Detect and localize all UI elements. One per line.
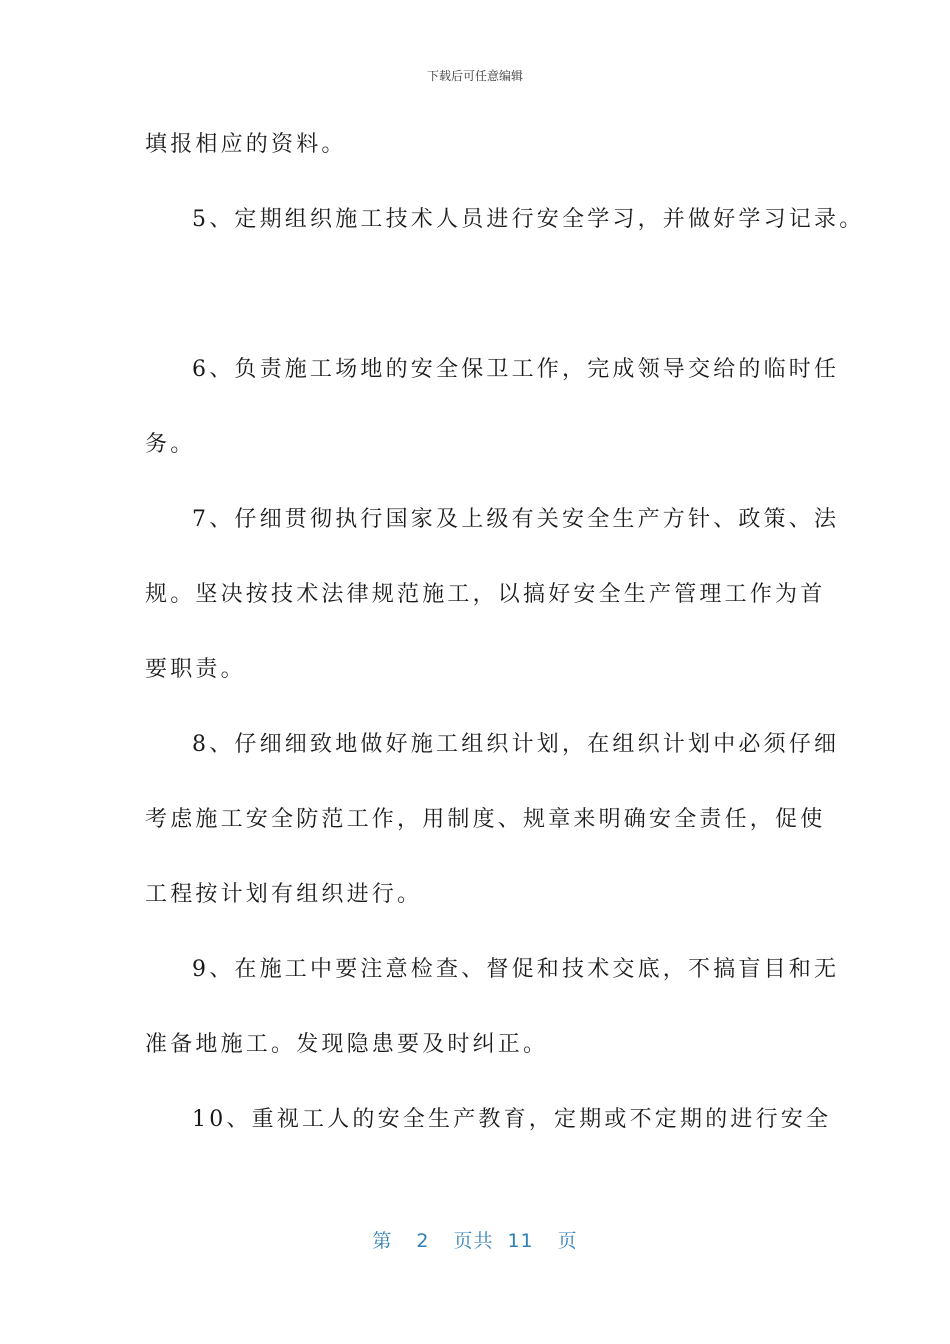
page-footer [0, 1226, 950, 1253]
page-header-note: 下载后可任意编辑 [426, 69, 523, 83]
body-line-6: 规。坚决按技术法律规范施工，以搞好安全生产管理工作为首 [145, 582, 826, 607]
body-line-11: 9、在施工中要注意检查、督促和技术交底，不搞盲目和无 [192, 957, 840, 982]
body-line-8: 8、仔细细致地做好施工组织计划，在组织计划中必须仔细 [192, 732, 840, 757]
footer-page-suffix: 页 [557, 1230, 578, 1252]
footer-page-middle: 页共 [453, 1230, 494, 1252]
body-line-12: 准备地施工。发现隐患要及时纠正。 [145, 1032, 549, 1057]
body-line-3: 6、负责施工场地的安全保卫工作，完成领导交给的临时任 [192, 357, 840, 382]
body-line-2: 5、定期组织施工技术人员进行安全学习，并做好学习记录。 [192, 207, 865, 232]
body-line-9: 考虑施工安全防范工作，用制度、规章来明确安全责任，促使 [145, 807, 826, 832]
footer-page-number: 2 [416, 1230, 430, 1252]
body-line-1: 填报相应的资料。 [145, 132, 347, 157]
body-line-5: 7、仔细贯彻执行国家及上级有关安全生产方针、政策、法 [192, 507, 840, 532]
body-line-10: 工程按计划有组织进行。 [145, 882, 423, 907]
body-line-7: 要职责。 [145, 657, 246, 682]
footer-page-total: 11 [507, 1230, 534, 1252]
footer-page-prefix: 第 [372, 1230, 393, 1252]
body-line-4: 务。 [145, 432, 196, 457]
body-line-13: 10、重视工人的安全生产教育，定期或不定期的进行安全 [192, 1107, 832, 1132]
